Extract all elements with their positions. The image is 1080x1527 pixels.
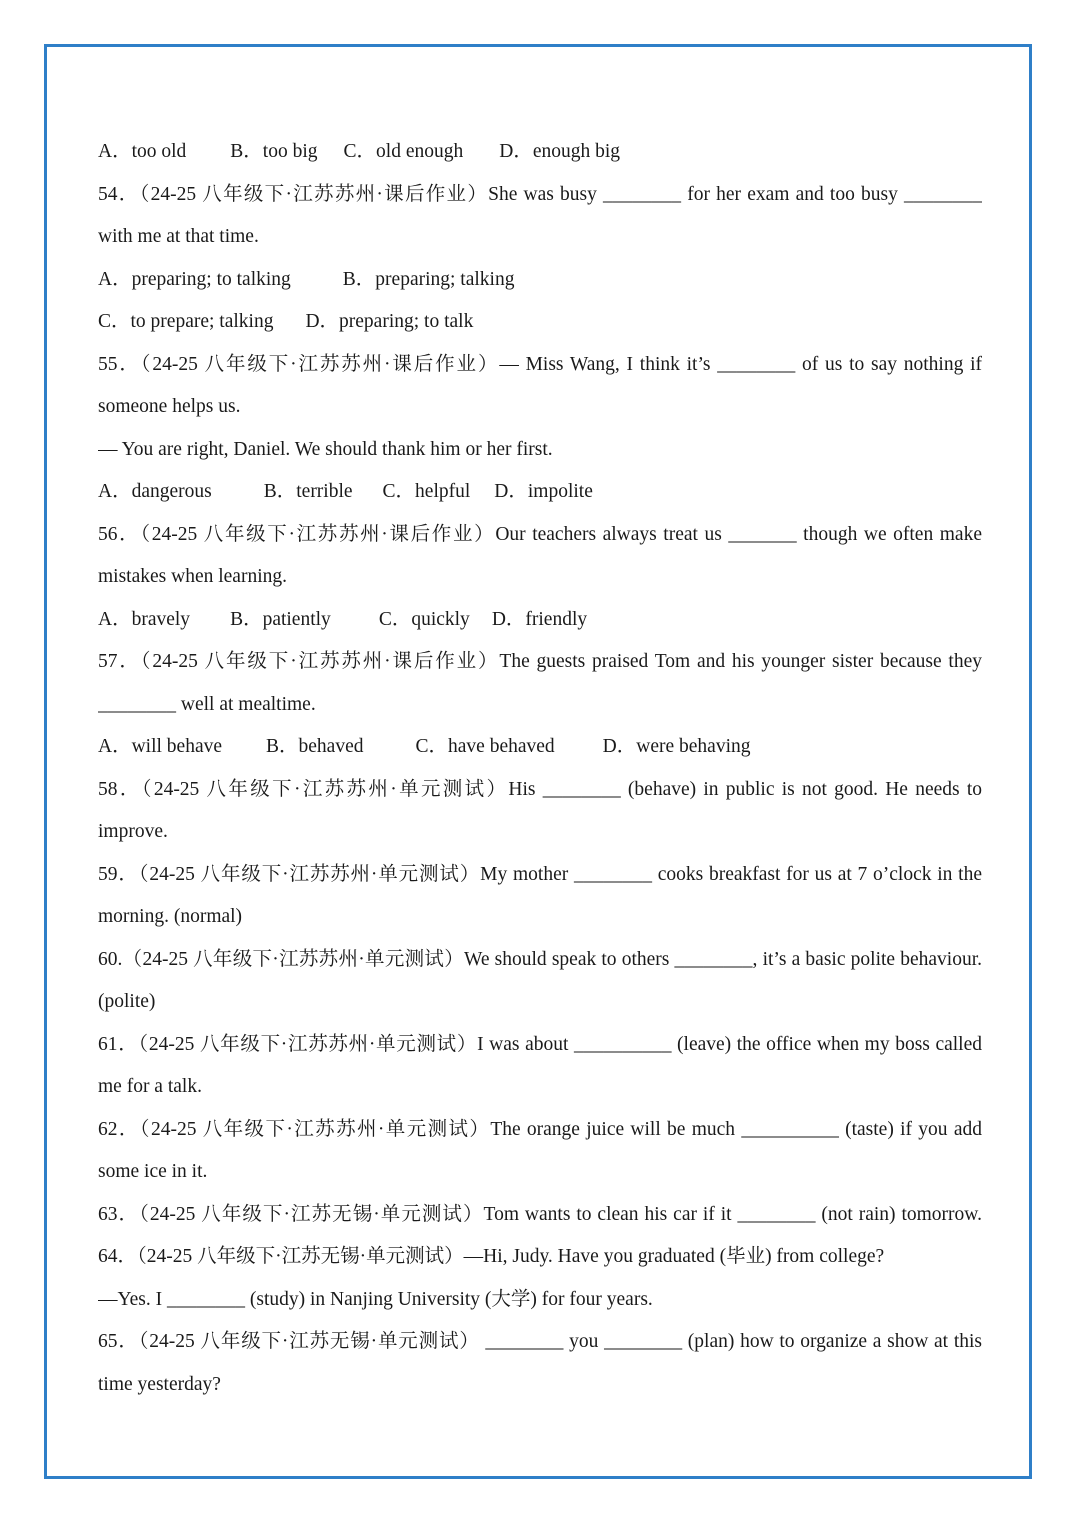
answer-options bbox=[98, 471, 982, 514]
question-text: ________ well at mealtime. bbox=[98, 693, 316, 715]
question-text: — You are right, Daniel. We should thank him or her first. bbox=[98, 438, 553, 460]
question-text: someone helps us. bbox=[98, 396, 241, 417]
question-text: morning. (normal) bbox=[98, 906, 243, 927]
answer-option: D．preparing; to talk bbox=[305, 311, 474, 332]
answer-option: B．patiently bbox=[230, 608, 331, 630]
answer-options bbox=[98, 301, 982, 344]
question-text: —Yes. I ________ (study) in Nanjing University (大学) for four years. bbox=[98, 1288, 653, 1310]
answer-option: A．preparing; to talking bbox=[98, 268, 291, 290]
question-text: mistakes when learning. bbox=[98, 566, 287, 587]
answer-option: D．friendly bbox=[491, 608, 588, 630]
answer-options bbox=[98, 131, 982, 174]
question-text: 63．（24-25 八年级下·江苏无锡·单元测试）Tom wants to clean his car if it ________ (not rain) tomorrow. bbox=[98, 1203, 982, 1225]
question-text: 56．（24-25 八年级下·江苏苏州·课后作业）Our teachers always treat us _______ though we often make bbox=[98, 523, 982, 545]
answer-option: C．have behaved bbox=[415, 736, 555, 757]
answer-option: C．old enough bbox=[343, 141, 464, 162]
answer-option: D．enough big bbox=[499, 141, 621, 162]
question-text: 61．（24-25 八年级下·江苏苏州·单元测试）I was about __________ (leave) the office when my boss called bbox=[98, 1033, 982, 1055]
answer-option: C．quickly bbox=[378, 608, 470, 630]
question-text: (polite) bbox=[98, 991, 156, 1012]
question-text: 59．（24-25 八年级下·江苏苏州·单元测试）My mother ________ cooks breakfast for us at 7 o’clock in the bbox=[98, 863, 982, 885]
question-text: some ice in it. bbox=[98, 1161, 208, 1182]
answer-options bbox=[98, 259, 982, 302]
question-text: time yesterday? bbox=[98, 1373, 221, 1395]
question-text: 60.（24-25 八年级下·江苏苏州·单元测试）We should speak to others ________, it’s a basic polite behaviour. bbox=[98, 948, 982, 970]
question-list bbox=[98, 131, 982, 1406]
question-text: 54．（24-25 八年级下·江苏苏州·课后作业）She was busy ________ for her exam and too busy ________ bbox=[98, 183, 982, 205]
answer-option: C．to prepare; talking bbox=[98, 311, 274, 332]
answer-option: B．behaved bbox=[266, 736, 364, 757]
answer-options bbox=[98, 599, 982, 642]
answer-option: B．terrible bbox=[263, 481, 353, 502]
question-text: 64．（24-25 八年级下·江苏无锡·单元测试）—Hi, Judy. Have you graduated (毕业) from college? bbox=[98, 1246, 885, 1267]
answer-option: A．will behave bbox=[98, 736, 223, 757]
question-text: 55．（24-25 八年级下·江苏苏州·课后作业）— Miss Wang, I think it’s ________ of us to say nothing if bbox=[98, 353, 982, 375]
answer-options bbox=[98, 726, 982, 769]
answer-option: D．impolite bbox=[494, 481, 593, 502]
answer-option: A．bravely bbox=[98, 608, 191, 630]
answer-option: A．dangerous bbox=[98, 481, 212, 502]
question-text: 57．（24-25 八年级下·江苏苏州·课后作业）The guests praised Tom and his younger sister because they bbox=[98, 651, 982, 672]
question-text: 58．（24-25 八年级下·江苏苏州·单元测试）His ________ (behave) in public is not good. He needs to bbox=[98, 778, 982, 800]
question-text: with me at that time. bbox=[98, 226, 259, 247]
question-text: 62．（24-25 八年级下·江苏苏州·单元测试）The orange juice will be much __________ (taste) if you add bbox=[98, 1118, 982, 1140]
question-text: 65．（24-25 八年级下·江苏无锡·单元测试） ________ you ________ (plan) how to organize a show at this bbox=[98, 1331, 982, 1352]
answer-option: A．too old bbox=[98, 141, 187, 162]
answer-option: B．too big bbox=[230, 141, 318, 162]
answer-option: C．helpful bbox=[382, 481, 471, 502]
answer-option: B．preparing; talking bbox=[342, 268, 515, 290]
answer-option: D．were behaving bbox=[602, 736, 751, 757]
question-text: improve. bbox=[98, 821, 168, 842]
question-text: me for a talk. bbox=[98, 1076, 202, 1097]
